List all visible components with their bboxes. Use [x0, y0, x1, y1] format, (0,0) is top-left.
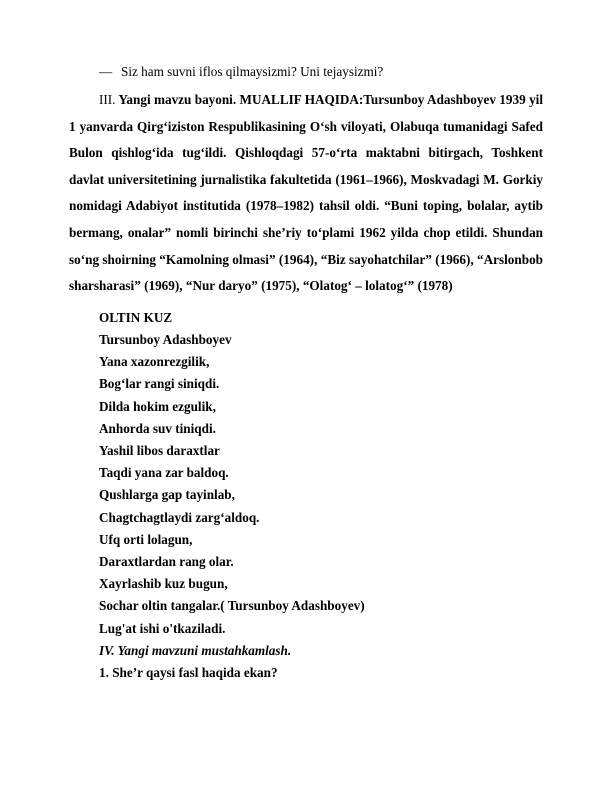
dialogue-text: Siz ham suvni iflos qilmaysizmi? Uni tejaysizmi?: [121, 64, 384, 79]
poem-line: Dilda hokim ezgulik,: [99, 398, 216, 414]
author-biography-text: Yangi mavzu bayoni. MUALLIF HAQIDA:Tursunboy Adashboyev 1939 yil 1 yanvarda Qirg‘iziston Respublikasining O‘sh viloyati, Olabuqa tumanidagi Safed Bulon qishlog‘ida tug‘ildi. Qishloqdagi 57-o‘rta maktabni bitirgach, Toshkent davlat universitetining jurnalistika fakultetida (1961–1966), Moskvadagi M. Gorkiy nomidagi Adabiyot institutida (1978–1982) tahsil oldi. “Buni toping, bolalar, aytib bermang, onalar” nomli birinchi she’riy to‘plami 1962 yilda chop etildi. Shundan so‘ng shoirning “Kamolning olmasi” (1964), “Biz sayohatchilar” (1966), “Arslonbob sharsharasi” (1969), “Nur daryo” (1975), “Olatog‘ – lolatog‘” (1978): [69, 92, 543, 294]
poem-title: OLTIN KUZ: [99, 309, 173, 325]
poem-line: Yashil libos daraxtlar: [99, 442, 220, 458]
poem-line: Daraxtlardan rang olar.: [99, 553, 234, 569]
vocabulary-note-line: Lug'at ishi o'tkaziladi.: [99, 620, 226, 636]
poem-line-with-attribution: Sochar oltin tangalar.( Tursunboy Adashboyev): [99, 598, 365, 614]
question-line-1: 1. She’r qaysi fasl haqida ekan?: [99, 665, 278, 680]
section-heading-iv: IV. Yangi mavzuni mustahkamlash.: [99, 642, 292, 658]
poem-line: Qushlarga gap tayinlab,: [99, 487, 235, 503]
poem-line: Yana xazonrezgilik,: [99, 354, 210, 370]
poem-line: Anhorda suv tiniqdi.: [99, 420, 216, 436]
poem-author: Tursunboy Adashboyev: [99, 331, 232, 347]
poem-line: Xayrlashib kuz bugun,: [99, 576, 228, 592]
document-text-column: [69, 61, 543, 684]
author-biography-paragraph: [69, 87, 543, 300]
em-dash-icon: —: [99, 64, 113, 79]
dialogue-line: [69, 61, 543, 83]
poem-line: Taqdi yana zar baldoq.: [99, 465, 229, 481]
poem-line: Bog‘lar rangi siniqdi.: [99, 376, 220, 392]
poem-block: [69, 307, 543, 684]
poem-line: Chagtchagtlaydi zarg‘aldoq.: [99, 509, 260, 525]
poem-line: Ufq orti lolagun,: [99, 531, 193, 547]
section-numeral-iii: III.: [99, 92, 116, 107]
